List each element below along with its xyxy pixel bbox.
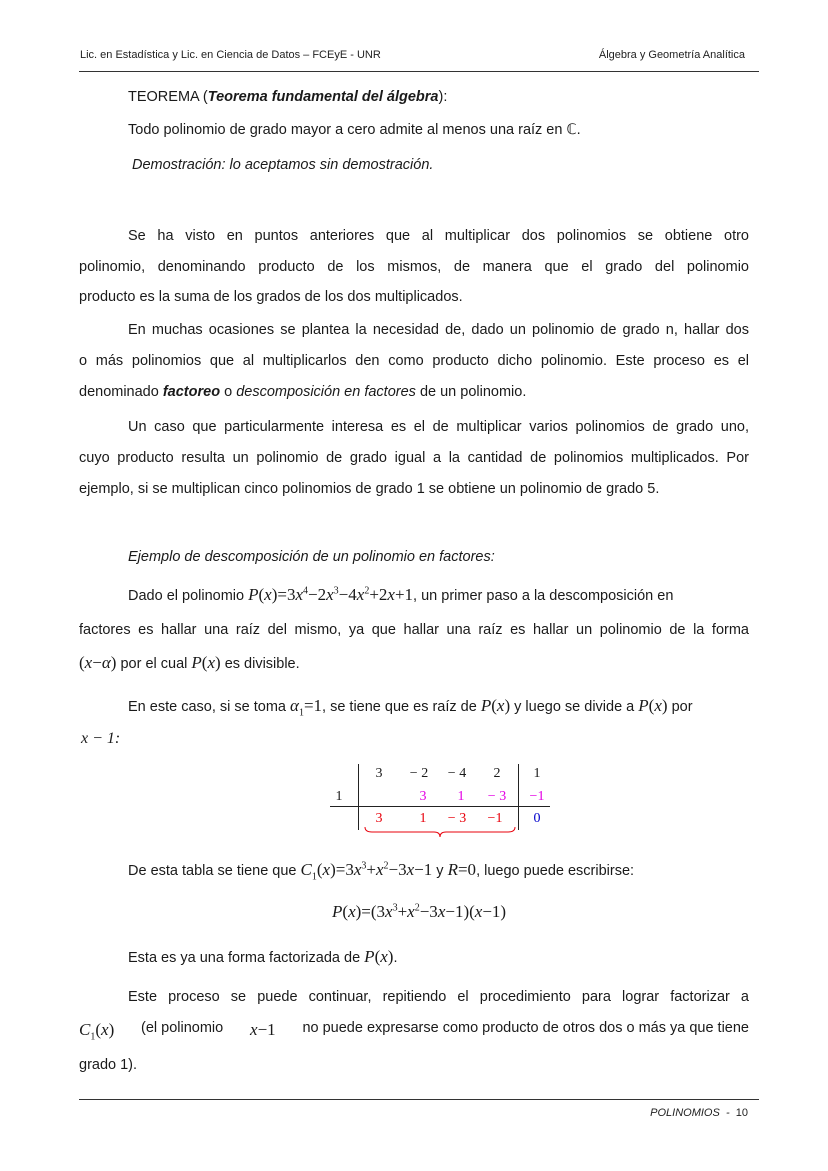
example-line1: Dado el polinomio $P(x)=3x^4-2x^3-4x^2+2x+1$, un primer paso a la descomposición en (128, 585, 674, 604)
p3-line1: Un caso que particularmente interesa es el de multiplicar varios polinomios de grado uno, (128, 419, 749, 435)
ruffini-bottom-3: −1 (487, 811, 503, 826)
ruffini-top-1: − 2 (409, 766, 429, 781)
ruffini-bottom-1: 1 (419, 811, 427, 826)
p1-line1: Se ha visto en puntos anteriores que al multiplicar dos polinomios se obtiene otro (128, 228, 749, 244)
ruffini-divisor: 1 (335, 789, 343, 804)
p3-line3: ejemplo, si se multiplican cinco polinomios de grado 1 se obtiene un polinomio de grado 5. (79, 481, 660, 497)
ruffini-mid-3: −1 (529, 789, 545, 804)
p1-line3: producto es la suma de los grados de los dos multiplicados. (79, 289, 463, 305)
header-right: Álgebra y Geometría Analítica (598, 49, 745, 61)
theorem-proof: Demostración: lo aceptamos sin demostración. (132, 157, 434, 173)
factorized-formula: $P(x)=(3x^3+x^2-3x-1)(x-1)$ (332, 902, 507, 921)
ruffini-top-4: 1 (533, 766, 541, 781)
example-line5: x − 1: (81, 730, 121, 747)
ruffini-remainder: 0 (533, 811, 541, 826)
ruffini-top-2: − 4 (447, 766, 467, 781)
ruffini-table (320, 760, 560, 840)
ruffini-horizontal-rule (330, 806, 550, 807)
after-line5: grado 1). (79, 1057, 138, 1073)
footer-rule (79, 1099, 759, 1100)
ruffini-brace (364, 826, 516, 838)
quotient-line: De esta tabla se tiene que $C_1(x)=3x^3+x^2-3x-1$ y R=0, luego puede escribirse: (128, 860, 635, 883)
after-line3: Este proceso se puede continuar, repitiendo el procedimiento para lograr factorizar a (128, 989, 749, 1005)
theorem-title: TEOREMA (Teorema fundamental del álgebra): (128, 89, 448, 105)
header-left: Lic. en Estadística y Lic. en Ciencia de Datos – FCEyE - UNR (80, 49, 381, 61)
ruffini-top-0: 3 (375, 766, 383, 781)
ruffini-top-3: 2 (493, 766, 501, 781)
example-line2: factores es hallar una raíz del mismo, ya que hallar una raíz es hallar un polinomio de la forma (79, 622, 749, 638)
p2-line1: En muchas ocasiones se plantea la necesidad de, dado un polinomio de grado n, hallar dos (128, 322, 749, 338)
p1-line2: polinomio, denominando producto de los mismos, de manera que el grado del polinomio (79, 259, 749, 275)
example-line4: En este caso, si se toma $\alpha_1=1$, se tiene que es raíz de P(x) y luego se divide a P(x) por (128, 696, 693, 719)
example-title: Ejemplo de descomposición de un polinomio en factores: (128, 549, 495, 565)
example-line3: (x−α) por el cual P(x) es divisible. (79, 653, 300, 672)
ruffini-vertical-rule (358, 764, 359, 830)
after-line4: $C_1(x)$ (el polinomio x−1 no puede expresarse como producto de otros dos o más ya que tiene (79, 1020, 749, 1043)
header-rule (79, 71, 759, 72)
ruffini-mid-1: 1 (457, 789, 465, 804)
ruffini-bottom-2: − 3 (447, 811, 467, 826)
footer: POLINOMIOS - 10 (650, 1107, 748, 1119)
ruffini-mid-0: 3 (419, 789, 427, 804)
p2-line3: denominado factoreo o descomposición en factores de un polinomio. (79, 384, 527, 400)
theorem-statement: Todo polinomio de grado mayor a cero admite al menos una raíz en ℂ. (128, 122, 581, 138)
p3-line2: cuyo producto resulta un polinomio de grado igual a la cantidad de polinomios multiplicados. Por (79, 450, 749, 466)
ruffini-mid-2: − 3 (487, 789, 507, 804)
polynomial-formula: $P(x)=3x^4-2x^3-4x^2+2x+1$ (248, 585, 414, 604)
ruffini-remainder-rule (518, 764, 519, 830)
ruffini-bottom-0: 3 (375, 811, 383, 826)
p2-line2: o más polinomios que al multiplicarlos den como producto dicho polinomio. Este proceso es el (79, 353, 749, 369)
after-line2: Esta es ya una forma factorizada de P(x). (128, 947, 398, 966)
